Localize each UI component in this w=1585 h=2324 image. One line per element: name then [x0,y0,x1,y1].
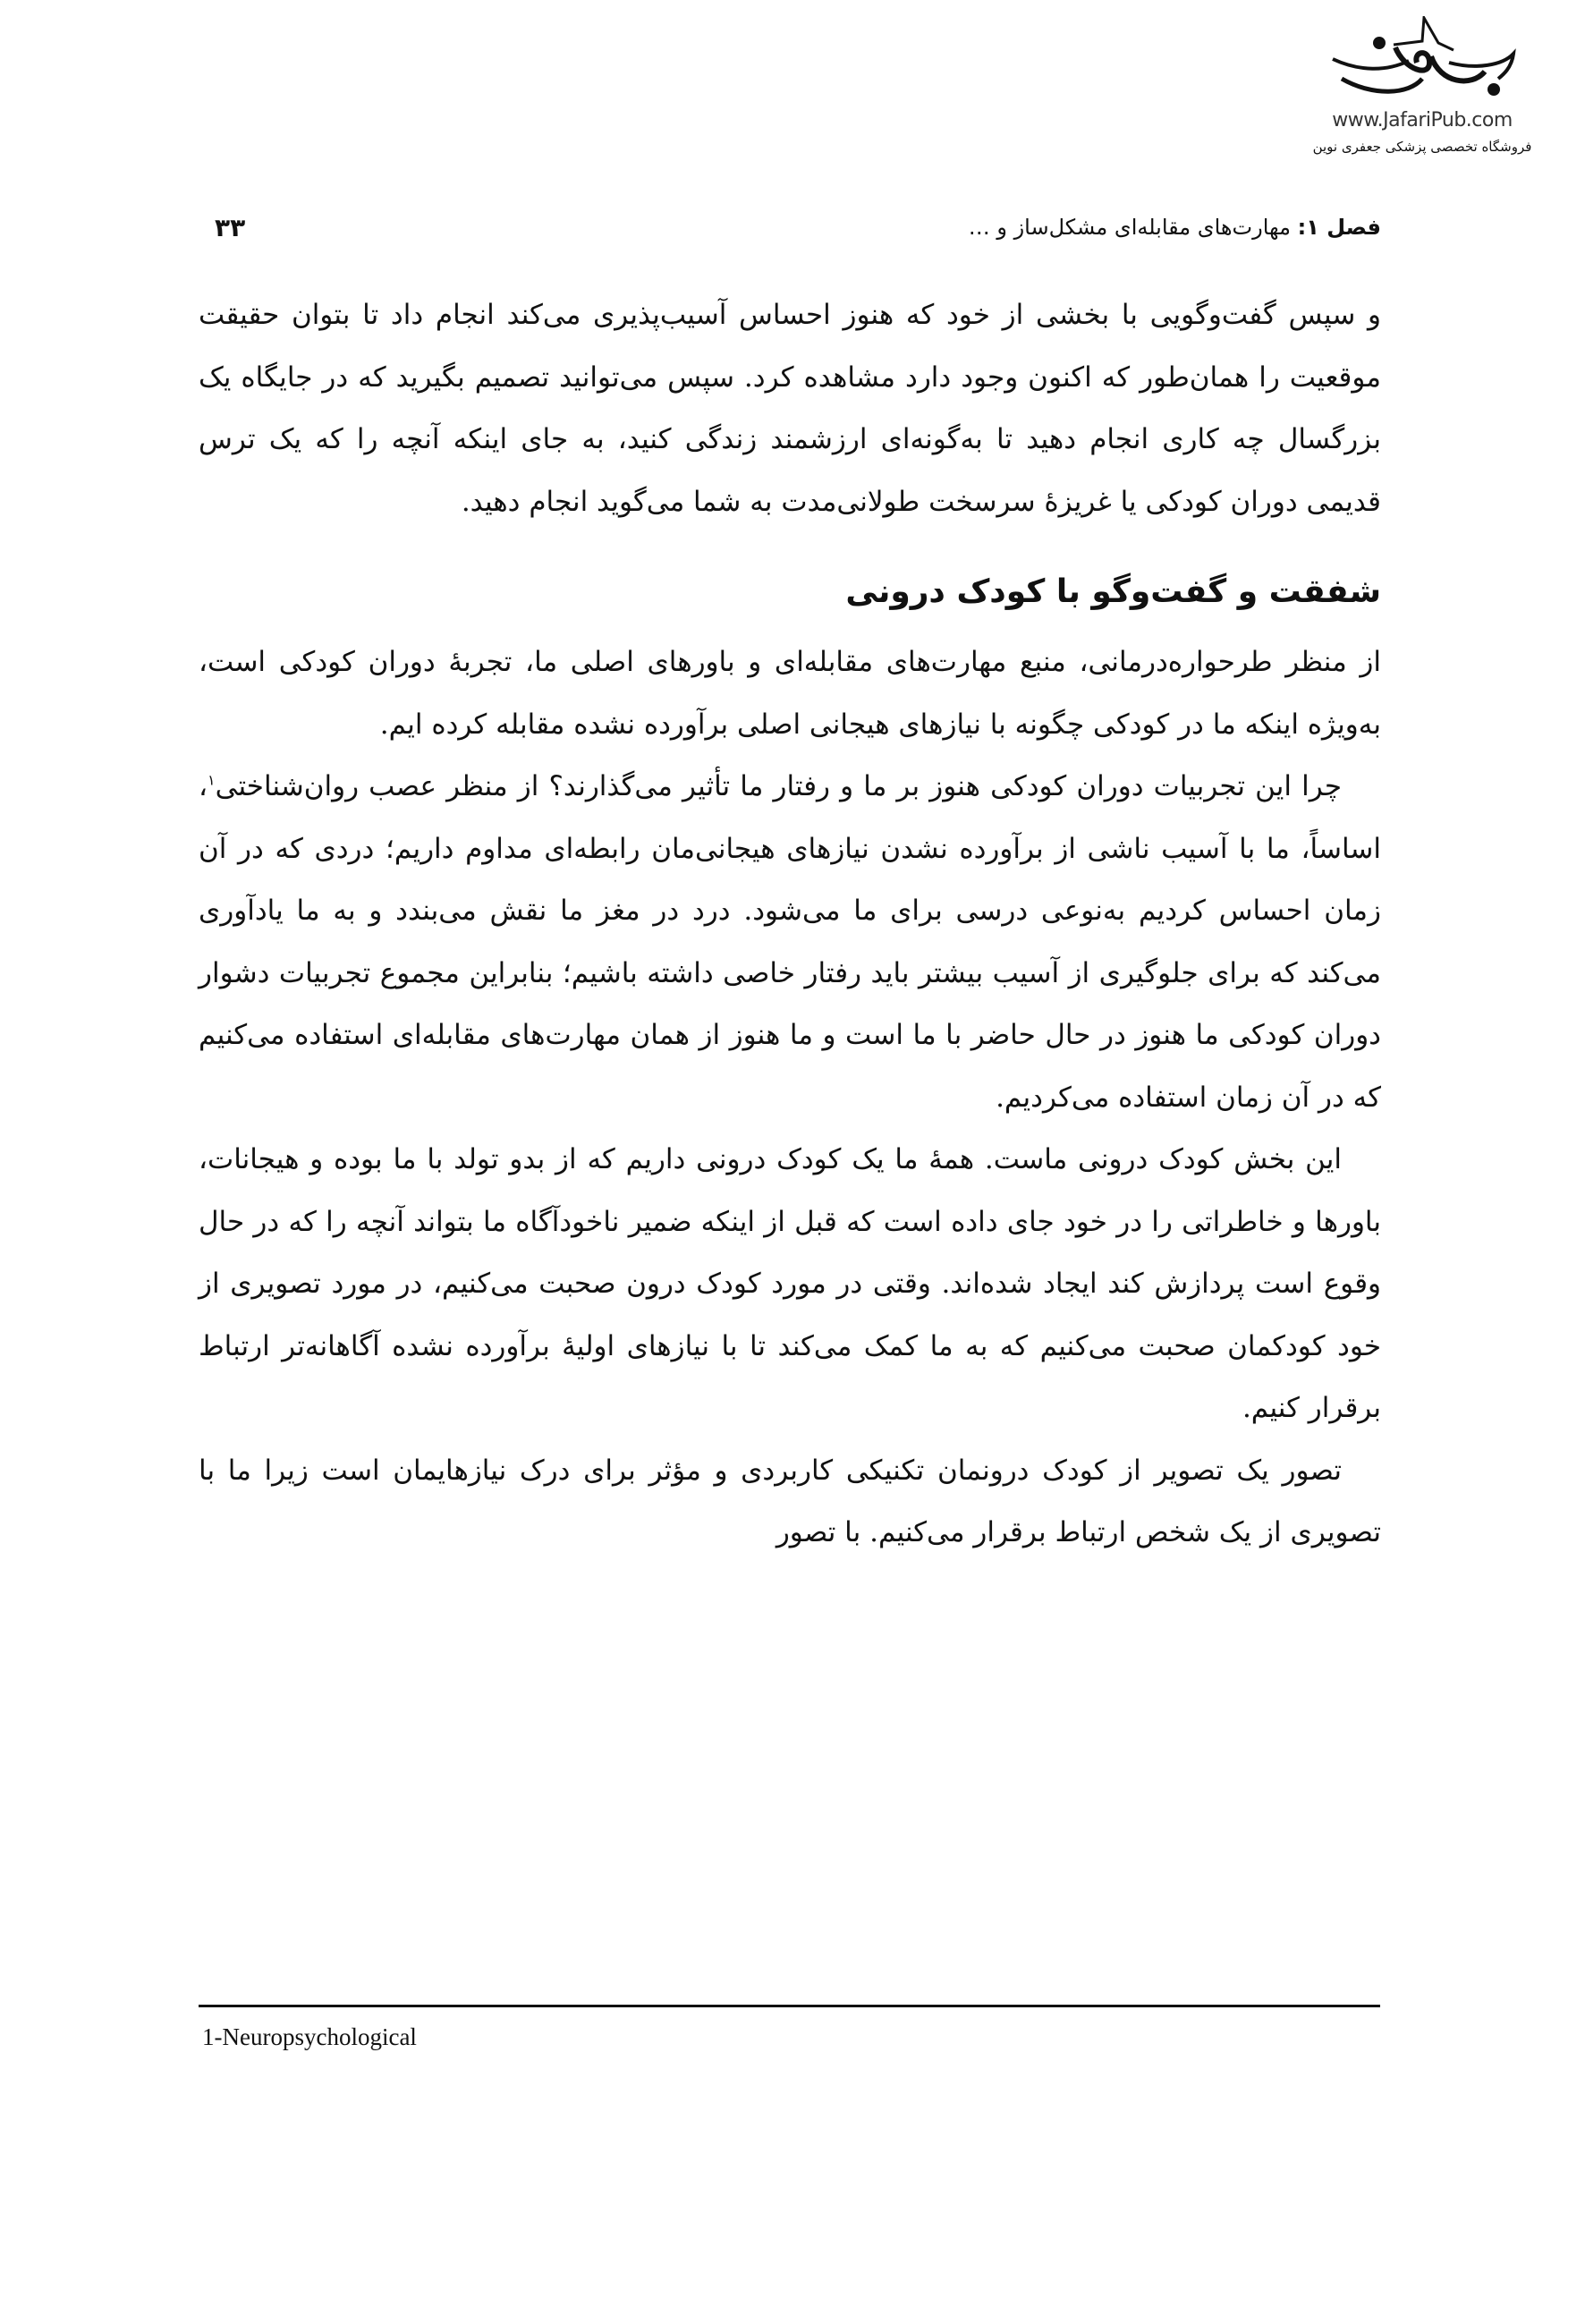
page-body [199,284,1381,1565]
section-heading: شفقت و گفت‌وگو با کودک درونی [845,573,1381,610]
paragraph-text: ، اساساً، ما با آسیب ناشی از برآورده نشدن نیازهای هیجانی‌مان رابطه‌ای مداوم داریم؛ دردی که در آن زمان احساس کردیم به‌نوعی درسی برای ما می‌شود. درد در مغز ما نقش می‌بندد و به ما یادآوری می‌کند که برای جلوگیری از آسیب بیشتر باید رفتار خاصی داشته باشیم؛ بنابراین مجموع تجربیات دشوار دوران کودکی ما هنوز در حال حاضر با ما است و ما هنوز از همان مهارت‌های مقابله‌ای استفاده می‌کنیم که در آن زمان استفاده می‌کردیم. [199,770,1381,1114]
chapter-label: فصل ۱: [1297,215,1381,240]
body-paragraph-1: از منظر طرحواره‌درمانی، منبع مهارت‌های مقابله‌ای و باورهای اصلی ما، تجربهٔ دوران کودکی است، به‌ویژه اینکه ما در کودکی چگونه با نیازهای هیجانی اصلی برآورده نشده مقابله کرده ایم. [199,646,1381,741]
publisher-url: www.JafariPub.com [1332,109,1513,131]
page-number: ۳۳ [215,213,246,242]
chapter-title: مهارت‌های مقابله‌ای مشکل‌ساز و … [968,215,1298,240]
running-head-title [969,215,1381,240]
running-head [199,215,1381,250]
paragraph-text: چرا این تجربیات دوران کودکی هنوز بر ما و رفتار ما تأثیر می‌گذارند؟ از منظر عصب روان‌شناختی [215,770,1342,802]
publisher-tagline: فروشگاه تخصصی پزشکی جعفری نوین [1312,139,1532,155]
body-paragraph-4: تصور یک تصویر از کودک درونمان تکنیکی کاربردی و مؤثر برای درک نیازهایمان است زیرا ما با تصویری از یک شخص ارتباط برقرار می‌کنیم. با تصور [199,1454,1381,1548]
body-paragraph-2 [199,756,1381,1129]
jafari-calligraphy-logo-icon [1324,16,1521,106]
intro-paragraph: و سپس گفت‌وگویی با بخشی از خود که هنوز احساس آسیب‌پذیری می‌کند انجام داد تا بتوان حقیقت موقعیت را همان‌طور که اکنون وجود دارد مشاهده کرد. سپس می‌توانید تصمیم بگیرید که در جایگاه یک بزرگسال چه کاری انجام دهید تا به‌گونه‌ای ارزشمند زندگی کنید، به جای اینکه آنچه را که یک ترس قدیمی دوران کودکی یا غریزهٔ سرسخت طولانی‌مدت به شما می‌گوید انجام دهید. [199,299,1381,518]
footnote-reference[interactable]: ۱ [208,771,216,789]
publisher-logo [1288,16,1556,168]
footnote-divider [199,2005,1380,2007]
footnote-1: 1-Neuropsychological [202,2023,417,2050]
body-paragraph-3: این بخش کودک درونی ماست. همهٔ ما یک کودک درونی داریم که از بدو تولد با ما بوده و هیجانات، باورها و خاطراتی را در خود جای داده است که قبل از اینکه ضمیر ناخودآگاه ما بتواند آنچه را که در حال وقوع است پردازش کند ایجاد شده‌اند. وقتی در مورد کودک درون صحبت می‌کنیم، در مورد تصویری از خود کودکمان صحبت می‌کنیم که به ما کمک می‌کند تا با نیازهای اولیهٔ برآورده نشده آگاهانه‌تر ارتباط برقرار کنیم. [199,1143,1381,1424]
